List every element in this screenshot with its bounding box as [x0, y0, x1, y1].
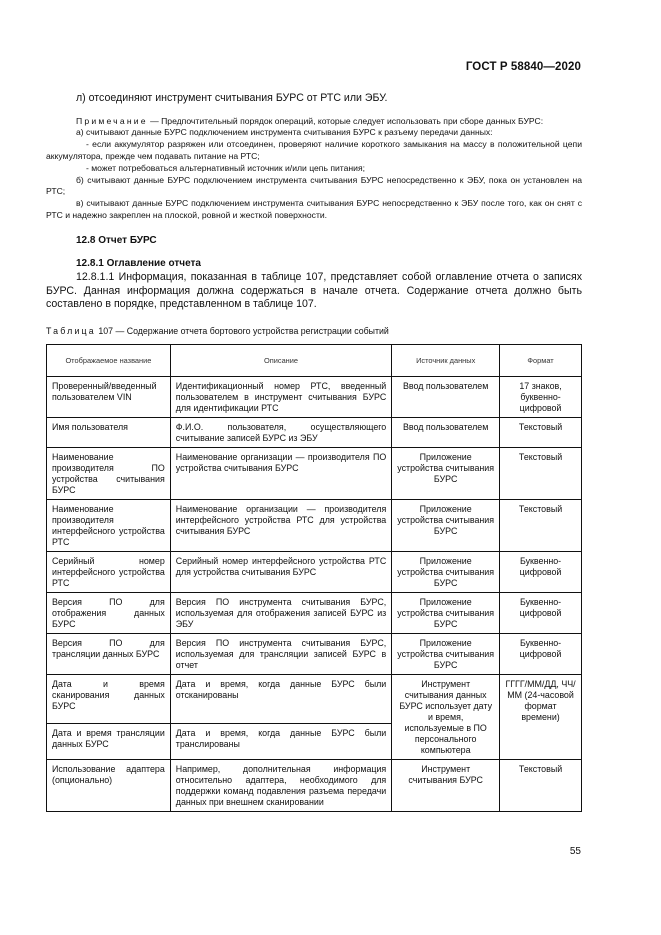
- header-description: Описание: [170, 345, 391, 377]
- table-row: [47, 418, 582, 448]
- table-row: [47, 377, 582, 418]
- cell-source-merged: Инструмент считывания данных БУРС использует дату и время, используемые в ПО персонального компьютера: [392, 675, 500, 760]
- subsection-text: 12.8.1.1 Информация, показанная в таблице 107, представляет собой оглавление отчета о записях БУРС. Данная информация должна содержаться в начале отчета. Содержание отчета должно быть составлено в порядке, представленном в таблице 107.: [46, 270, 582, 311]
- note-text: — Предпочтительный порядок операций, которые следует использовать при сборе данных БУРС:: [147, 115, 544, 126]
- cell-desc: Версия ПО инструмента считывания БУРС, используемая для трансляции записей БУРС в отчет: [170, 634, 391, 675]
- cell-desc: Идентификационный номер РТС, введенный пользователем в инструмент считывания БУРС для идентификации РТС: [170, 377, 391, 418]
- body-text: [46, 92, 582, 312]
- table-row: [47, 634, 582, 675]
- cell-name: Имя пользователя: [47, 418, 171, 448]
- cell-format: Буквенно-цифровой: [500, 634, 582, 675]
- subsection-title: 12.8.1 Оглавление отчета: [76, 258, 201, 270]
- table-header-row: [47, 345, 582, 377]
- cell-desc: Дата и время, когда данные БУРС были отсканированы: [170, 675, 391, 724]
- cell-format: Буквенно-цифровой: [500, 552, 582, 593]
- note-item-a-1: - если аккумулятор разряжен или отсоединен, проверяют наличие короткого замыкания на массу в положительной цепи аккумулятора, прежде чем подавать питание на РТС;: [46, 139, 582, 161]
- cell-desc: Ф.И.О. пользователя, осуществляющего считывание записей БУРС из ЭБУ: [170, 418, 391, 448]
- cell-format: Текстовый: [500, 500, 582, 552]
- cell-name: Дата и время трансляции данных БУРС: [47, 724, 171, 760]
- cell-format: Текстовый: [500, 448, 582, 500]
- note-item-b: б) считывают данные БУРС подключением инструмента считывания БУРС непосредственно к ЭБУ, пока он установлен на РТС;: [46, 174, 582, 197]
- header-format: Формат: [500, 345, 582, 377]
- cell-format-merged: ГГГГ/ММ/ДД, ЧЧ/ММ (24-часовой формат времени): [500, 675, 582, 760]
- table-caption-label: Таблица: [46, 326, 96, 336]
- cell-name: Наименование производителя ПО устройства считывания БУРС: [47, 448, 171, 500]
- header-display-name: Отображаемое название: [47, 345, 171, 377]
- table-row: [47, 593, 582, 634]
- item-l: л) отсоединяют инструмент считывания БУРС от РТС или ЭБУ.: [76, 92, 388, 104]
- cell-format: Текстовый: [500, 418, 582, 448]
- cell-name: Проверенный/введенный пользователем VIN: [47, 377, 171, 418]
- section-title: 12.8 Отчет БУРС: [76, 234, 157, 246]
- table-row: [47, 500, 582, 552]
- cell-desc: Например, дополнительная информация относительно адаптера, необходимого для поддержки команд подавления разъема передачи данных при внешнем сканировании: [170, 760, 391, 812]
- cell-source: Приложение устройства считывания БУРС: [392, 500, 500, 552]
- cell-source: Инструмент считывания БУРС: [392, 760, 500, 812]
- table-row: [47, 448, 582, 500]
- cell-source: Приложение устройства считывания БУРС: [392, 448, 500, 500]
- cell-name: Дата и время сканирования данных БУРС: [47, 675, 171, 724]
- table-caption-text: 107 — Содержание отчета бортового устройства регистрации событий: [95, 326, 389, 336]
- table-caption: [46, 326, 389, 336]
- cell-name: Серийный номер интерфейсного устройства РТС: [47, 552, 171, 593]
- cell-desc: Дата и время, когда данные БУРС были транслированы: [170, 724, 391, 760]
- cell-source: Приложение устройства считывания БУРС: [392, 552, 500, 593]
- cell-name: Использование адаптера (опционально): [47, 760, 171, 812]
- cell-format: Текстовый: [500, 760, 582, 812]
- cell-desc: Серийный номер интерфейсного устройства РТС для устройства считывания БУРС: [170, 552, 391, 593]
- cell-source: Ввод пользователем: [392, 418, 500, 448]
- cell-desc: Наименование организации — производителя ПО устройства считывания БУРС: [170, 448, 391, 500]
- report-contents-table: [46, 344, 582, 812]
- cell-format: 17 знаков, буквенно-цифровой: [500, 377, 582, 418]
- cell-desc: Версия ПО инструмента считывания БУРС, используемая для отображения записей БУРС из ЭБУ: [170, 593, 391, 634]
- table-row: [47, 552, 582, 593]
- cell-name: Наименование производителя интерфейсного устройства РТС: [47, 500, 171, 552]
- cell-format: Буквенно-цифровой: [500, 593, 582, 634]
- note-item-c: в) считывают данные БУРС подключением инструмента считывания БУРС непосредственно к ЭБУ после того, как он снят с РТС и надежно закреплен на плоской, ровной и жесткой поверхности.: [46, 198, 582, 220]
- cell-name: Версия ПО для трансляции данных БУРС: [47, 634, 171, 675]
- note-label: Примечание: [76, 115, 148, 126]
- table-row: [47, 675, 582, 724]
- header-source: Источник данных: [392, 345, 500, 377]
- cell-source: Приложение устройства считывания БУРС: [392, 634, 500, 675]
- note: [46, 116, 582, 128]
- cell-name: Версия ПО для отображения данных БУРС: [47, 593, 171, 634]
- page-number: 55: [569, 846, 581, 857]
- cell-desc: Наименование организации — производителя интерфейсного устройства РТС для устройства считывания БУРС: [170, 500, 391, 552]
- standard-id: ГОСТ Р 58840—2020: [465, 61, 581, 73]
- cell-source: Ввод пользователем: [392, 377, 500, 418]
- note-item-a-2: - может потребоваться альтернативный источник и/или цепь питания;: [86, 162, 365, 173]
- table-row: [47, 760, 582, 812]
- note-item-a: а) считывают данные БУРС подключением инструмента считывания БУРС к разъему передачи данных:: [76, 127, 493, 138]
- cell-source: Приложение устройства считывания БУРС: [392, 593, 500, 634]
